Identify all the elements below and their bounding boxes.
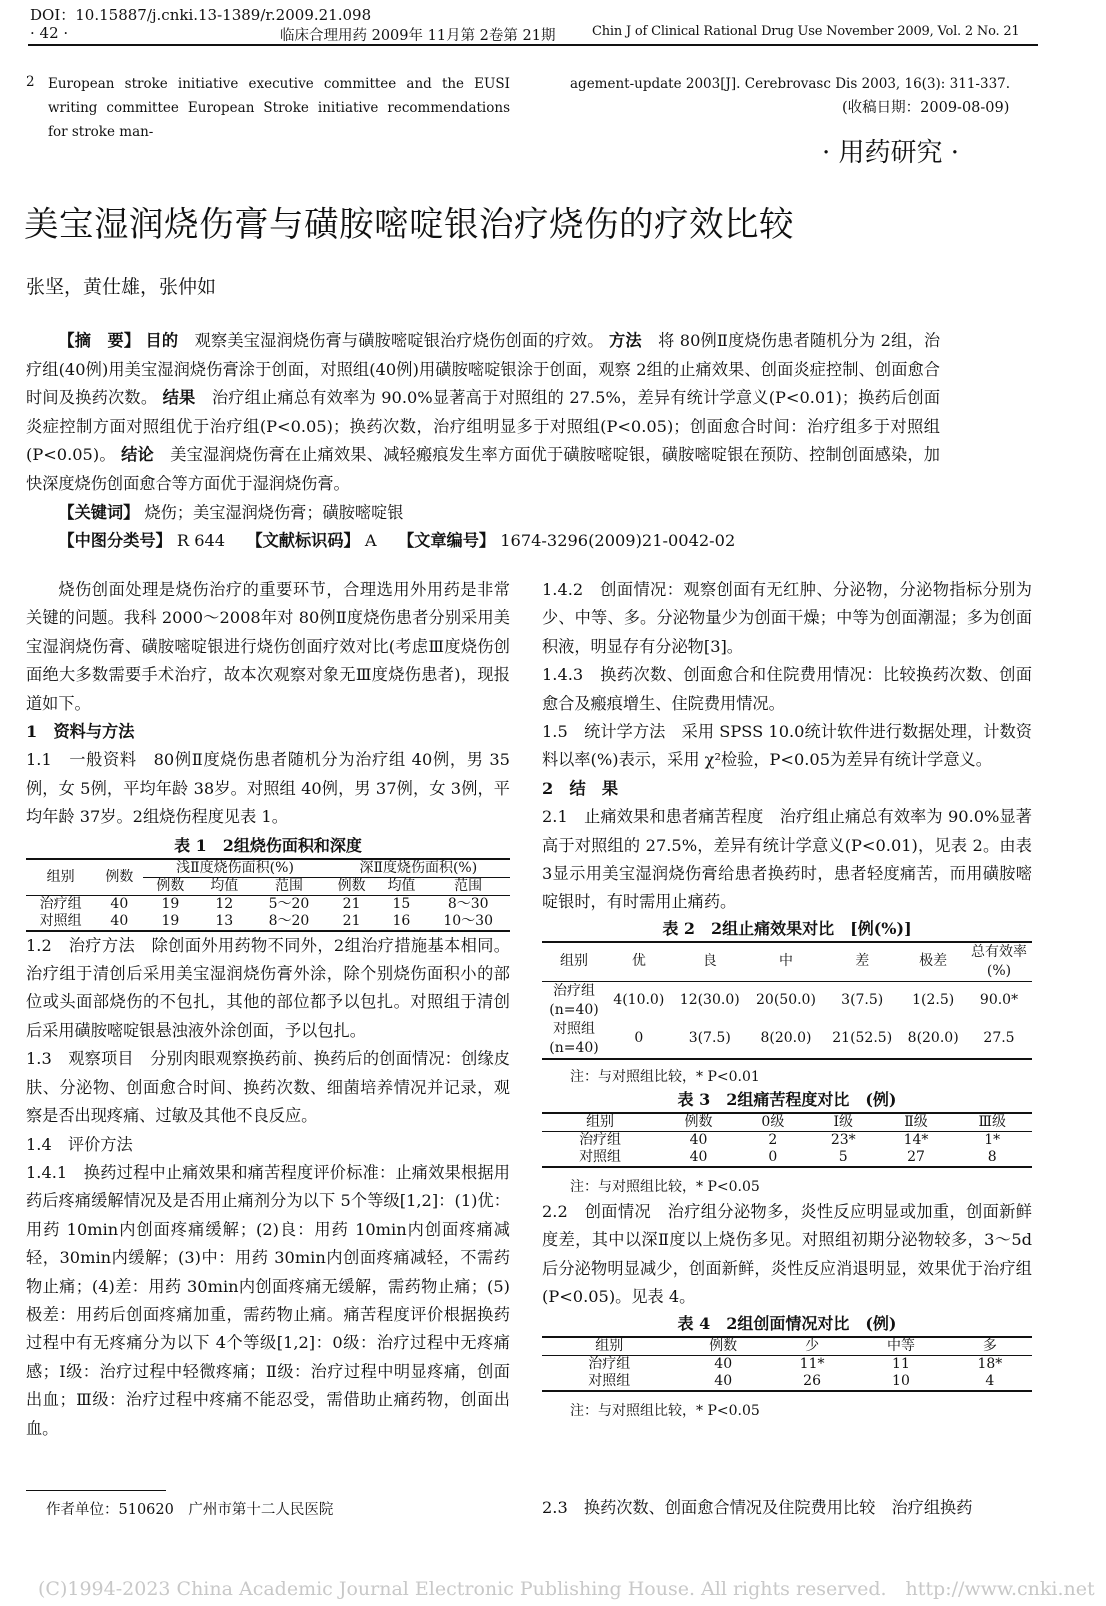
left-column (26, 576, 510, 1443)
clc-number: R 644 (176, 531, 226, 551)
clc-label: 【中图分类号】 (58, 531, 172, 551)
table-cell: 对照组 (26, 913, 95, 931)
section-1-4: 1.4 评价方法 (26, 1134, 133, 1154)
abstract-result: 治疗组止痛总有效率为 90.0%显著高于对照组的 27.5%，差异有统计学意义(P<0.01)；换药后创面炎症控制方面对照组优于治疗组(P<0.05)；换药次数，治疗组明显多于对照组(P<0.05)；创面愈合时间：治疗组多于对照组(P<0.05)。 (26, 388, 941, 465)
heading-results: 2 结 果 (542, 778, 619, 798)
table-cell: 27 (880, 1149, 953, 1167)
table-cell: 8～20 (251, 913, 326, 931)
abstract-result-tag: 结果 (162, 388, 196, 408)
keywords-label: 【关键词】 (58, 502, 140, 522)
table1-sub-header: 范围 (251, 877, 326, 895)
table-cell: 1* (984, 1131, 1001, 1148)
section-1-2: 1.2 治疗方法 除创面外用药物不同外，2组治疗措施基本相同。治疗组于清创后采用美宝湿润烧伤膏外涂，除个别烧伤面积小的部位或头面部烧伤的不包扎，其他的部位都予以包扎。对照组于清创后采用磺胺嘧啶银悬浊液外涂创面，予以包扎。 (26, 935, 510, 1040)
abstract-conclusion: 美宝湿润烧伤膏在止痛效果、减轻瘢痕发生率方面优于磺胺嘧啶银，磺胺嘧啶银在预防、控制创面感染，加快深度烧伤创面愈合等方面优于湿润烧伤膏。 (26, 445, 940, 493)
table-cell: 21 (342, 895, 361, 912)
table1-h-group: 组别 (26, 859, 95, 896)
table-cell: 1(2.5) (912, 992, 955, 1009)
doc-code: A (364, 531, 377, 551)
table-row (542, 981, 1032, 1020)
table-cell: 治疗组 (588, 1355, 631, 1372)
table-cell: 40 (658, 1149, 739, 1167)
right-column (542, 576, 1032, 1422)
table-cell: 19 (143, 913, 197, 931)
table-cell: 40 (110, 895, 129, 912)
table3-note: 注：与对照组比较，* P<0.05 (570, 1178, 760, 1195)
article-title: 美宝湿润烧伤膏与磺胺嘧啶银治疗烧伤的疗效比较 (24, 205, 794, 245)
table-cell: 0 (606, 1020, 672, 1059)
table3 (542, 1112, 1032, 1168)
table-cell: 16 (377, 913, 427, 931)
abstract-aim-tag: 目的 (145, 331, 179, 350)
table-cell: 4(10.0) (613, 992, 665, 1009)
table-cell: 对照组(n=40) (542, 1020, 606, 1059)
table2-caption: 表 2 2组止痛效果对比 [例(%)] (662, 918, 912, 938)
table-cell: 21 (327, 913, 377, 931)
author-affiliation: 作者单位：510620 广州市第十二人民医院 (46, 1502, 334, 1518)
table-cell: 8 (952, 1149, 1032, 1167)
section-1-4-1: 1.4.1 换药过程中止痛效果和痛苦程度评价标准：止痛效果根据用药后疼痛缓解情况及是否用止痛剂分为以下 5个等级[1,2]：(1)优：用药 10min内创面疼痛缓解；(2)良：用药 10min内创面疼痛减轻，30min内缓解；(3)中：用药 30min内创面疼痛减轻，不需药物止痛；(4)差：用药 30min内创面疼痛无缓解，需药物止痛；(5)极差：用药后创面疼痛加重，需药物止痛。痛苦程度评价根据换药过程中有无疼痛分为以下 4个等级[1,2]：0级：治疗过程中无疼痛感；Ⅰ级：治疗过程中轻微疼痛；Ⅱ级：治疗过程中明显疼痛，创面出血；Ⅲ级：治疗过程中疼痛不能忍受，需借助止痛药物，创面出血。 (26, 1162, 510, 1438)
table-cell: 13 (197, 913, 251, 931)
section-1-4-3: 1.4.3 换药次数、创面愈合和住院费用情况：比较换药次数、创面愈合及瘢痕增生、住院费用情况。 (542, 665, 1032, 713)
table2 (542, 941, 1032, 1060)
section-1-3: 1.3 观察项目 分别肉眼观察换药前、换药后的创面情况：创缘皮肤、分泌物、创面愈合时间、换药次数、细菌培养情况并记录，观察是否出现疼痛、过敏及其他不良反应。 (26, 1049, 510, 1126)
table4-caption: 表 4 2组创面情况对比 (例) (677, 1313, 897, 1333)
abstract (26, 327, 940, 556)
table-cell: 12(30.0) (679, 992, 740, 1009)
table-header: 极差 (900, 942, 966, 982)
section-1-1: 1.1 一般资料 80例Ⅱ度烧伤患者随机分为治疗组 40例，男 35例，女 5例，平均年龄 38岁。对照组 40例，男 37例，女 3例，平均年龄 37岁。2组烧伤程度见表 1。 (26, 750, 510, 827)
table-header: Ⅲ级 (952, 1113, 1032, 1132)
table-cell: 40 (689, 1131, 708, 1148)
table-cell: 14* (903, 1131, 929, 1148)
article-id-label: 【文章编号】 (397, 531, 496, 551)
header-rule (28, 44, 1038, 46)
table-header: 中 (748, 942, 824, 982)
table1-sub-header: 例数 (327, 877, 377, 895)
ref-text-right: agement-update 2003[J]. Cerebrovasc Dis 2003, 16(3): 311-337. (570, 76, 1011, 92)
table-header: 组别 (542, 942, 606, 982)
intro-paragraph: 烧伤创面处理是烧伤治疗的重要环节，合理选用外用药是非常关键的问题。我科 2000～2008年对 80例Ⅱ度烧伤患者分别采用美宝湿润烧伤膏、磺胺嘧啶银进行烧伤创面疗效对比(考虑Ⅲ度烧伤创面绝大多数需要手术治疗，故本次观察对象无Ⅲ度烧伤患者)，现报道如下。 (26, 580, 510, 713)
table-cell: 8(20.0) (748, 1020, 824, 1059)
keywords: 烧伤；美宝湿润烧伤膏；磺胺嘧啶银 (144, 502, 404, 522)
table-cell: 90.0* (979, 992, 1019, 1009)
table-header: 0级 (739, 1113, 807, 1132)
journal-cn: 临床合理用药 2009年 11月第 2卷第 21期 (280, 28, 556, 44)
section-1-4-2: 1.4.2 创面情况：观察创面有无红肿、分泌物，分泌物指标分别为少、中等、多。分泌物量少为创面干燥；中等为创面潮湿；多为创面积液，明显存有分泌物[3]。 (542, 580, 1032, 656)
table-cell: 10 (854, 1373, 948, 1391)
table-cell: 0 (739, 1149, 807, 1167)
received-date: (收稿日期：2009-08-09) (842, 100, 1010, 116)
table-cell: 15 (392, 895, 411, 912)
table-cell: 8～30 (447, 895, 489, 912)
table-header: 优 (606, 942, 672, 982)
table-header: 中等 (854, 1337, 948, 1356)
abstract-method-tag: 方法 (609, 331, 642, 350)
table-header: Ⅱ级 (880, 1113, 953, 1132)
table-row (26, 895, 510, 913)
table-cell: 40 (714, 1355, 733, 1372)
table-row (542, 1131, 1032, 1149)
section-label: · 用药研究 · (822, 138, 960, 168)
table1-sub-header: 例数 (143, 877, 197, 895)
table1-h-shallow: 浅Ⅱ度烧伤面积(%) (143, 859, 326, 878)
authors: 张坚，黄仕雄，张仲如 (26, 276, 217, 298)
table-header: 多 (948, 1337, 1032, 1356)
table-header: 良 (672, 942, 748, 982)
table1 (26, 858, 510, 932)
table-cell: 12 (215, 895, 234, 912)
abstract-label: 【摘 要】 (58, 331, 141, 350)
table-cell: 19 (161, 895, 180, 912)
footnote-rule (26, 1490, 166, 1491)
doi: DOI：10.15887/j.cnki.13-1389/r.2009.21.098 (30, 6, 372, 24)
table-cell: 5 (807, 1149, 880, 1167)
table-cell: 对照组 (542, 1149, 658, 1167)
table-cell: 20(50.0) (756, 992, 816, 1009)
table1-h-count: 例数 (95, 859, 143, 896)
table1-h-deep: 深Ⅱ度烧伤面积(%) (327, 859, 510, 878)
abstract-conclusion-tag: 结论 (121, 445, 154, 465)
table-row (542, 1020, 1032, 1059)
table-cell: 27.5 (966, 1020, 1032, 1059)
copyright-watermark: (C)1994-2023 China Academic Journal Electronic Publishing House. All rights reserved. http://www.cnki.net (38, 1578, 1095, 1600)
table4-note: 注：与对照组比较，* P<0.05 (570, 1402, 760, 1419)
table-header: Ⅰ级 (807, 1113, 880, 1132)
table-row (26, 913, 510, 931)
table-cell: 21(52.5) (824, 1020, 900, 1059)
table-cell: 26 (770, 1373, 854, 1391)
table-cell: 8(20.0) (900, 1020, 966, 1059)
table3-caption: 表 3 2组痛苦程度对比 (例) (677, 1089, 897, 1109)
doc-code-label: 【文献标识码】 (246, 531, 360, 551)
journal-en: Chin J of Clinical Rational Drug Use November 2009, Vol. 2 No. 21 (592, 24, 1020, 39)
table-header: 组别 (542, 1113, 658, 1132)
table-header: 组别 (542, 1337, 676, 1356)
section-2-1: 2.1 止痛效果和患者痛苦程度 治疗组止痛总有效率为 90.0%显著高于对照组的 27.5%，差异有统计学意义(P<0.01)，见表 2。由表 3显示用美宝湿润烧伤膏给患者换药时，患者轻度痛苦，而用磺胺嘧啶银时，有时需用止痛药。 (542, 807, 1032, 912)
table-cell: 10～30 (426, 913, 510, 931)
section-1-5: 1.5 统计学方法 采用 SPSS 10.0统计软件进行数据处理，计数资料以率(%)表示，采用 χ²检验，P<0.05为差异有统计学意义。 (542, 722, 1032, 770)
table-cell: 3(7.5) (841, 992, 884, 1009)
table-header: 例数 (658, 1113, 739, 1132)
table-cell: 4 (948, 1373, 1032, 1391)
table-row (542, 1149, 1032, 1167)
abstract-method: 将 80例Ⅱ度烧伤患者随机分为 2组，治疗组(40例)用美宝湿润烧伤膏涂于创面，对照组(40例)用磺胺嘧啶银涂于创面，观察 2组的止痛效果、创面炎症控制、创面愈合时间及换药次数。 (26, 331, 941, 408)
table-cell: 23* (830, 1131, 856, 1148)
table-cell: 40 (95, 913, 143, 931)
abstract-aim: 观察美宝湿润烧伤膏与磺胺嘧啶银治疗烧伤创面的疗效。 (194, 331, 604, 350)
page-number: · 42 · (30, 24, 69, 42)
table-cell: 治疗组(n=40) (549, 982, 599, 1018)
table-cell: 18* (977, 1355, 1003, 1372)
table-cell: 对照组 (542, 1373, 676, 1391)
table-cell: 11 (892, 1355, 910, 1372)
table-header: 总有效率(%) (966, 942, 1032, 982)
table1-sub-header: 均值 (197, 877, 251, 895)
table-row (542, 1355, 1032, 1373)
table-cell: 11* (799, 1355, 825, 1372)
table-cell: 3(7.5) (672, 1020, 748, 1059)
article-id: 1674-3296(2009)21-0042-02 (500, 531, 736, 551)
section-2-2: 2.2 创面情况 治疗组分泌物多，炎性反应明显或加重，创面新鲜度差，其中以深Ⅱ度以上烧伤多见。对照组初期分泌物较多，3～5d后分泌物明显减少，创面新鲜，炎性反应消退明显，效果优于治疗组(P<0.05)。见表 4。 (542, 1201, 1032, 1307)
table-header: 例数 (676, 1337, 770, 1356)
table2-note: 注：与对照组比较，* P<0.01 (570, 1068, 760, 1085)
ref-text-left: European stroke initiative executive committee and the EUSI writing committee European Stroke initiative recommendations for stroke man- (48, 76, 510, 140)
section-2-3: 2.3 换药次数、创面愈合情况及住院费用比较 治疗组换药 (542, 1498, 973, 1517)
table-cell: 5～20 (268, 895, 310, 912)
table1-sub-header: 范围 (426, 877, 510, 895)
table-header: 差 (824, 942, 900, 982)
table-cell: 2 (768, 1131, 778, 1148)
table-cell: 治疗组 (39, 895, 82, 912)
table-cell: 40 (676, 1373, 770, 1391)
heading-methods: 1 资料与方法 (26, 722, 135, 742)
ref-number: 2 (26, 74, 35, 90)
table-cell: 治疗组 (579, 1131, 622, 1148)
table1-sub-header: 均值 (377, 877, 427, 895)
table1-caption: 表 1 2组烧伤面积和深度 (174, 835, 362, 855)
table-header: 少 (770, 1337, 854, 1356)
table4 (542, 1336, 1032, 1392)
table-row (542, 1373, 1032, 1391)
